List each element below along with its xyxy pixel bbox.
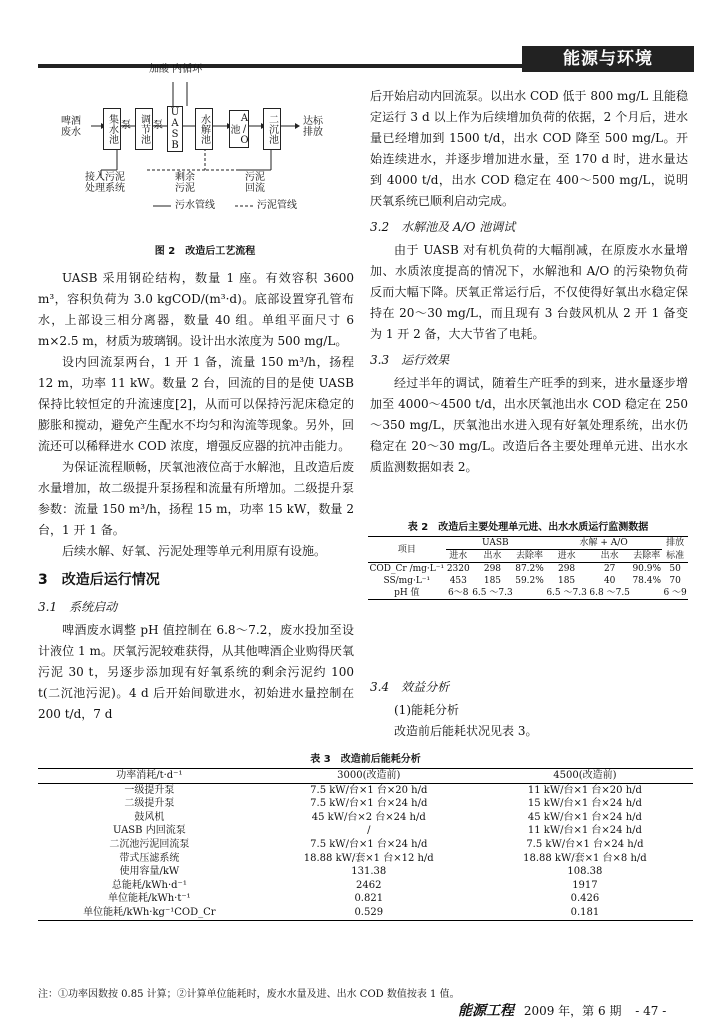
table-2-caption: 表 2 改造后主要处理单元进、出水水质运行监测数据 <box>407 522 649 533</box>
cell: 40 <box>603 576 616 586</box>
cell: 6～8 <box>448 588 469 598</box>
cell: 298 <box>557 564 576 574</box>
box-hydrolysis-tank: 水解池 <box>195 108 213 150</box>
cell: 带式压滤系统 <box>119 852 180 864</box>
sludge-treatment-label: 接入污泥 处理系统 <box>85 172 125 194</box>
section-header: 能源与环境 <box>522 46 694 72</box>
cell: 鼓风机 <box>134 811 165 823</box>
table-row <box>38 824 693 838</box>
paragraph: 啤酒废水调整 pH 值控制在 6.8～7.2，废水投加至设计液位 1 m。厌氧污泥较难获得，从其他啤酒企业购得厌氧污泥 30 t，另逐步添加现有好氧系统的剩余污泥约 100 t(二沉池污泥)。4 d 后开始间歇进水，初始进水量控制在 200 t/d，7 d <box>38 623 354 721</box>
table-3-note: 注：①功率因数按 0.85 计算；②计算单位能耗时，废水水量及进、出水 COD 数值按表 1 值。 <box>38 989 460 1000</box>
paragraph: UASB 采用钢砼结构，数量 1 座。有效容积 3600 m³，容积负荷为 3.0 kgCOD/(m³·d)。底部设置穿孔管布水，上部设三相分离器，数量 40 组。单组平面尺寸 6 m×2.5 m，材质为玻璃钢。设计出水浓度为 500 mg/L。 <box>38 271 354 348</box>
paragraph: 设内回流泵两台，1 开 1 备，流量 150 m³/h，扬程 12 m，功率 11 kW。数量 2 台，回流的目的是使 UASB 保持比较恒定的升流速度[2]，从而可以保持污泥床稳定的膨胀和搅动，避免产生配水不均匀和沟流等现象。另外，回流还可以稀释进水 COD 浓度，增强反应器的抗冲击能力。 <box>38 355 354 453</box>
cell <box>514 587 545 600</box>
table-row <box>38 852 693 866</box>
header-uasb: UASB <box>446 537 545 550</box>
paragraph: 后开始启动内回流泵。以出水 COD 低于 800 mg/L 且能稳定运行 3 d 以上作为后续增加负荷的依据，2 个月后，进水量已经增加到 1500 t/d，出水 COD 降至 500 mg/L。开始连续进水，并逐步增加进水量，至 170 d 时，进水量达到 4000 t/d，出水 COD 稳定在 400～500 mg/L，说明厌氧系统已顺利启动完成。 <box>370 89 688 208</box>
issue: 2009 年，第 6 期 <box>523 1004 622 1018</box>
paragraph: 由于 UASB 对有机负荷的大幅削减，在原废水水量增加、水质浓度提高的情况下，水解池和 A/O 的污染物负荷反而大幅下降。厌氧正常运行后，不仅使得好氧出水稳定保持在 20～30 mg/L，而且现有 3 台鼓风机从 2 开 1 备变为 1 开 2 备，大大节省了电耗。 <box>370 243 688 341</box>
cell: 18.88 kW/套×1 台×8 h/d <box>523 852 647 864</box>
cell: 70 <box>669 576 681 586</box>
cell: 使用容量/kW <box>119 866 180 878</box>
cell: 6.5 ～7.3 <box>472 588 513 598</box>
excess-sludge-label: 剩余 污泥 <box>175 172 195 194</box>
cell: 7.5 kW/台×1 台×24 h/d <box>310 798 428 810</box>
table-row <box>38 797 693 811</box>
cell: / <box>367 825 371 837</box>
table-2 <box>368 536 688 600</box>
header-ao: 水解 + A/O <box>545 537 662 550</box>
table-row <box>38 811 693 825</box>
left-column <box>38 268 354 725</box>
cell: 6 ～9 <box>663 588 687 598</box>
cell: 7.5 kW/台×1 台×24 h/d <box>310 838 428 850</box>
cell: 298 <box>483 564 502 574</box>
cell: 59.2% <box>515 576 544 586</box>
box-uasb: UASB <box>167 106 183 152</box>
cell: 45 kW/台×2 台×24 h/d <box>311 811 426 823</box>
cell: UASB 内回流泵 <box>112 825 186 837</box>
cell: 2462 <box>356 879 382 891</box>
cell: 27 <box>603 564 616 574</box>
cell: 单位能耗/kWh·t⁻¹ <box>108 893 191 905</box>
cell: 11 kW/台×1 台×20 h/d <box>527 784 642 796</box>
cell: 7.5 kW/台×1 台×24 h/d <box>526 838 644 850</box>
header-rate: 去除率 <box>516 551 544 561</box>
table-row <box>38 892 693 906</box>
cell: 总能耗/kWh·d⁻¹ <box>111 879 187 891</box>
table-3-caption: 表 3 改造前后能耗分析 <box>310 754 421 765</box>
table-row <box>38 906 693 920</box>
cell: 0.181 <box>570 906 600 918</box>
cell: 15 kW/台×1 台×24 h/d <box>527 798 642 810</box>
row-label: pH 值 <box>394 588 420 598</box>
table-3 <box>38 768 693 921</box>
cell: 185 <box>557 576 576 586</box>
section-heading: 3 改造后运行情况 <box>38 572 160 588</box>
cell: 一级提升泵 <box>124 784 175 796</box>
cell: 131.38 <box>351 866 387 878</box>
cell: 0.821 <box>354 893 384 905</box>
cell: 185 <box>483 576 502 586</box>
cell: 11 kW/台×1 台×24 h/d <box>527 825 642 837</box>
cell: 50 <box>669 564 681 574</box>
cell: 453 <box>449 576 467 586</box>
row-label: COD_Cr /mg·L⁻¹ <box>369 564 445 574</box>
header-after: 4500(改造前) <box>553 770 617 781</box>
cell <box>631 587 662 600</box>
subsection-heading: 3.1 系统启动 <box>38 600 118 614</box>
right-column-lower <box>370 672 688 742</box>
page-footer <box>458 1000 666 1020</box>
cell: 单位能耗/kWh·kg⁻¹COD_Cr <box>83 906 216 918</box>
row-label: SS/mg·L⁻¹ <box>383 576 431 586</box>
box-equalization-tank: 调节池 <box>135 108 153 150</box>
pump-2-label: 泵 <box>153 120 163 131</box>
table-row <box>38 865 693 879</box>
legend-sewage: 污水管线 <box>175 200 215 211</box>
figure-2-process-flow <box>55 60 355 228</box>
header-in: 进水 <box>449 551 468 561</box>
subsection-heading: 3.2 水解池及 A/O 池调试 <box>370 220 516 234</box>
box-collection-tank: 集水池 <box>103 108 121 150</box>
paragraph: 后续水解、好氧、污泥处理等单元利用原有设施。 <box>62 544 327 558</box>
cell: 二级提升泵 <box>124 798 175 810</box>
journal-name: 能源工程 <box>458 1003 514 1019</box>
header-out: 出水 <box>600 551 619 561</box>
paragraph: 经过半年的调试，随着生产旺季的到来，进水量逐步增加至 4000～4500 t/d，出水厌氧池出水 COD 稳定在 250～350 mg/L，厌氧池出水进入现有好氧处理系统，出水仍稳定在 20～30 mg/L。改造后各主要处理单元进、出水水质监测数据如表 2。 <box>370 376 688 474</box>
header-before: 3000(改造前) <box>337 770 401 781</box>
subsection-heading: 3.3 运行效果 <box>370 353 450 367</box>
cell: 90.9% <box>632 564 662 574</box>
table-row <box>368 575 688 587</box>
cell: 0.426 <box>570 893 600 905</box>
output-label: 达标 排放 <box>303 116 323 138</box>
cell: 45 kW/台×1 台×24 h/d <box>527 811 642 823</box>
cell: 0.529 <box>354 906 384 918</box>
top-label: 加酸 内循环 <box>149 64 203 75</box>
paragraph: 改造前后能耗状况见表 3。 <box>394 724 538 738</box>
cell: 87.2% <box>515 564 544 574</box>
cell: 2320 <box>446 564 470 574</box>
header-discharge: 排放 <box>666 538 685 549</box>
cell: 108.38 <box>567 866 603 878</box>
sludge-return-label: 污泥 回流 <box>245 172 265 194</box>
table-row <box>368 563 688 576</box>
header-in: 进水 <box>557 551 576 561</box>
box-secondary-clarifier: 二沉池 <box>263 108 281 150</box>
cell: 78.4% <box>632 576 662 586</box>
input-label: 啤酒 废水 <box>61 116 81 138</box>
cell: 6.8 ～7.5 <box>589 588 630 598</box>
header-out: 出水 <box>483 551 502 561</box>
right-column <box>370 86 688 478</box>
table-row <box>38 783 693 797</box>
header-power: 功率消耗/t·d⁻¹ <box>116 770 183 781</box>
table-row <box>38 879 693 893</box>
header-rate: 去除率 <box>633 551 661 561</box>
cell: 6.5 ～7.3 <box>546 588 587 598</box>
table-row <box>38 838 693 852</box>
cell: 7.5 kW/台×1 台×20 h/d <box>310 784 428 796</box>
header-standard: 标准 <box>666 550 685 561</box>
figure-2-caption: 图 2 改造后工艺流程 <box>154 246 256 257</box>
box-ao-tank: A/O池 <box>229 110 249 148</box>
cell: 二沉池污泥回流泵 <box>109 838 190 850</box>
cell: 18.88 kW/套×1 台×12 h/d <box>303 852 434 864</box>
table-row <box>368 587 688 600</box>
cell: 1917 <box>572 879 598 891</box>
pump-1-label: 泵 <box>121 120 131 131</box>
subsection-heading: 3.4 效益分析 <box>370 680 450 694</box>
paragraph: (1)能耗分析 <box>394 703 459 717</box>
header-item: 项目 <box>397 544 416 555</box>
page-number: - 47 - <box>635 1004 667 1018</box>
paragraph: 为保证流程顺畅，厌氧池液位高于水解池，且改造后废水量增加，故二级提升泵扬程和流量有所增加。二级提升泵参数：流量 150 m³/h，扬程 15 m，功率 15 kW，数量 2 台，1 开 1 备。 <box>38 460 354 537</box>
legend-sludge: 污泥管线 <box>257 200 297 211</box>
